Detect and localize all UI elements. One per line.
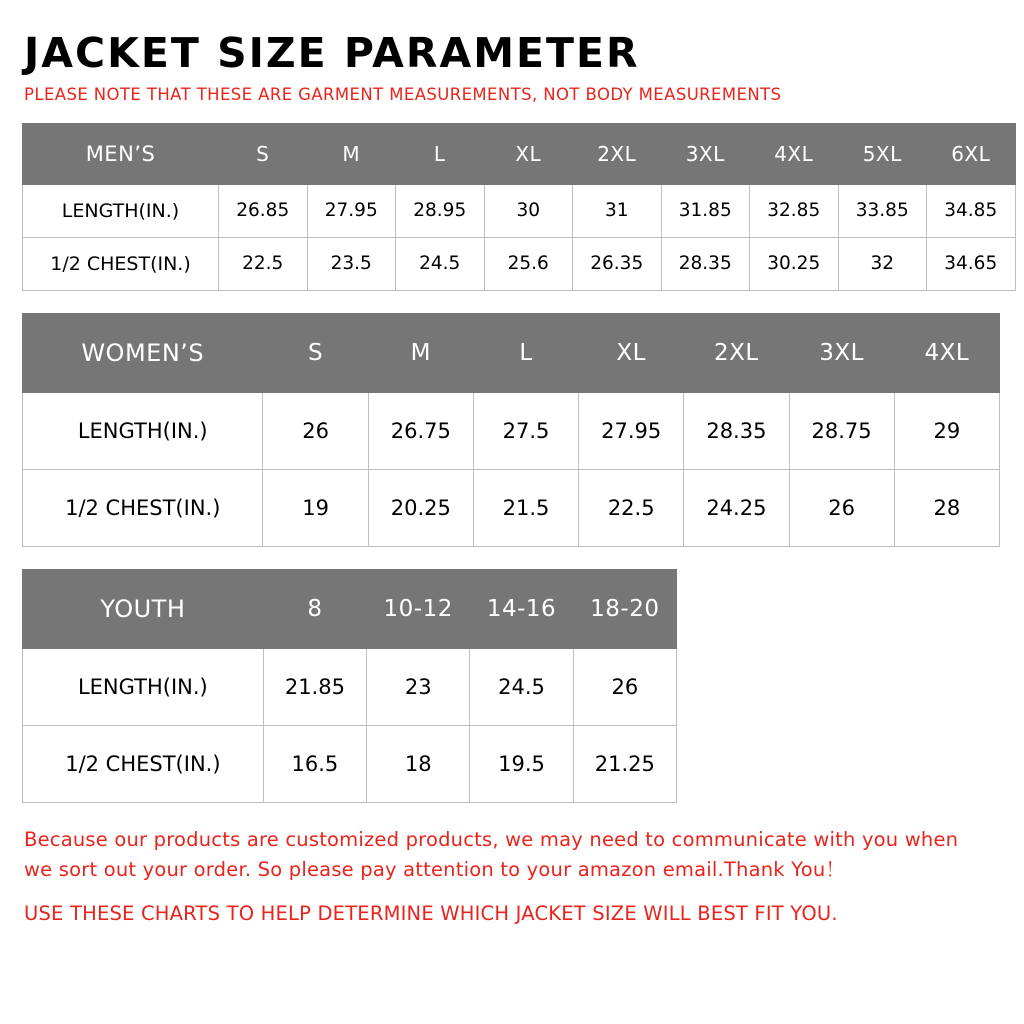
mens-header-label: MEN’S (23, 123, 219, 184)
youth-length-8: 21.85 (263, 648, 366, 725)
youth-length-10-12: 23 (367, 648, 470, 725)
youth-size-table (22, 569, 677, 803)
womens-length-xl: 27.95 (579, 392, 684, 469)
womens-length-label: LENGTH(IN.) (23, 392, 263, 469)
womens-chest-m: 20.25 (368, 469, 473, 546)
youth-header-label: YOUTH (23, 569, 264, 648)
measurement-disclaimer: PLEASE NOTE THAT THESE ARE GARMENT MEASUREMENTS, NOT BODY MEASUREMENTS (24, 85, 782, 105)
womens-length-s: 26 (263, 392, 368, 469)
mens-header-5xl: 5XL (838, 123, 927, 184)
mens-length-l: 28.95 (396, 184, 485, 237)
womens-header-m: M (368, 313, 473, 392)
womens-header-4xl: 4XL (894, 313, 999, 392)
womens-header-xl: XL (579, 313, 684, 392)
womens-size-table (22, 313, 1000, 547)
womens-header-s: S (263, 313, 368, 392)
mens-header-l: L (396, 123, 485, 184)
mens-header-4xl: 4XL (750, 123, 839, 184)
mens-length-3xl: 31.85 (661, 184, 750, 237)
table-row (23, 648, 677, 725)
youth-chest-label: 1/2 CHEST(IN.) (23, 725, 264, 802)
mens-length-s: 26.85 (219, 184, 308, 237)
mens-chest-label: 1/2 CHEST(IN.) (23, 237, 219, 290)
customization-note: Because our products are customized products, we may need to communicate with you when we sort out your order. So please pay attention to your amazon email.Thank You！ (24, 827, 959, 882)
womens-header-l: L (473, 313, 578, 392)
youth-length-14-16: 24.5 (470, 648, 573, 725)
womens-chest-label: 1/2 CHEST(IN.) (23, 469, 263, 546)
womens-length-m: 26.75 (368, 392, 473, 469)
womens-length-4xl: 29 (894, 392, 999, 469)
womens-header-2xl: 2XL (684, 313, 789, 392)
table-header-row (23, 569, 677, 648)
mens-header-2xl: 2XL (573, 123, 662, 184)
womens-chest-4xl: 28 (894, 469, 999, 546)
mens-length-5xl: 33.85 (838, 184, 927, 237)
mens-size-table (22, 123, 1016, 291)
youth-header-10-12: 10-12 (367, 569, 470, 648)
mens-length-label: LENGTH(IN.) (23, 184, 219, 237)
youth-chest-10-12: 18 (367, 725, 470, 802)
mens-length-6xl: 34.85 (927, 184, 1016, 237)
chart-usage-note: USE THESE CHARTS TO HELP DETERMINE WHICH JACKET SIZE WILL BEST FIT YOU. (24, 902, 838, 926)
youth-header-14-16: 14-16 (470, 569, 573, 648)
mens-length-xl: 30 (484, 184, 573, 237)
womens-header-3xl: 3XL (789, 313, 894, 392)
womens-length-l: 27.5 (473, 392, 578, 469)
womens-chest-3xl: 26 (789, 469, 894, 546)
youth-header-8: 8 (263, 569, 366, 648)
mens-chest-xl: 25.6 (484, 237, 573, 290)
table-header-row (23, 313, 1000, 392)
mens-chest-s: 22.5 (219, 237, 308, 290)
womens-length-2xl: 28.35 (684, 392, 789, 469)
mens-header-6xl: 6XL (927, 123, 1016, 184)
mens-header-m: M (307, 123, 396, 184)
youth-chest-18-20: 21.25 (573, 725, 676, 802)
youth-length-18-20: 26 (573, 648, 676, 725)
table-row (23, 184, 1016, 237)
mens-chest-3xl: 28.35 (661, 237, 750, 290)
youth-header-18-20: 18-20 (573, 569, 676, 648)
womens-chest-l: 21.5 (473, 469, 578, 546)
womens-chest-xl: 22.5 (579, 469, 684, 546)
mens-header-s: S (219, 123, 308, 184)
womens-header-label: WOMEN’S (23, 313, 263, 392)
mens-header-xl: XL (484, 123, 573, 184)
mens-chest-2xl: 26.35 (573, 237, 662, 290)
page-title: JACKET SIZE PARAMETER (24, 29, 640, 77)
mens-chest-5xl: 32 (838, 237, 927, 290)
womens-chest-2xl: 24.25 (684, 469, 789, 546)
youth-length-label: LENGTH(IN.) (23, 648, 264, 725)
mens-chest-l: 24.5 (396, 237, 485, 290)
mens-chest-6xl: 34.65 (927, 237, 1016, 290)
mens-header-3xl: 3XL (661, 123, 750, 184)
mens-length-m: 27.95 (307, 184, 396, 237)
mens-length-2xl: 31 (573, 184, 662, 237)
mens-chest-m: 23.5 (307, 237, 396, 290)
table-header-row (23, 123, 1016, 184)
table-row (23, 725, 677, 802)
womens-chest-s: 19 (263, 469, 368, 546)
table-row (23, 392, 1000, 469)
mens-chest-4xl: 30.25 (750, 237, 839, 290)
table-row (23, 237, 1016, 290)
youth-chest-8: 16.5 (263, 725, 366, 802)
youth-chest-14-16: 19.5 (470, 725, 573, 802)
mens-length-4xl: 32.85 (750, 184, 839, 237)
table-row (23, 469, 1000, 546)
womens-length-3xl: 28.75 (789, 392, 894, 469)
